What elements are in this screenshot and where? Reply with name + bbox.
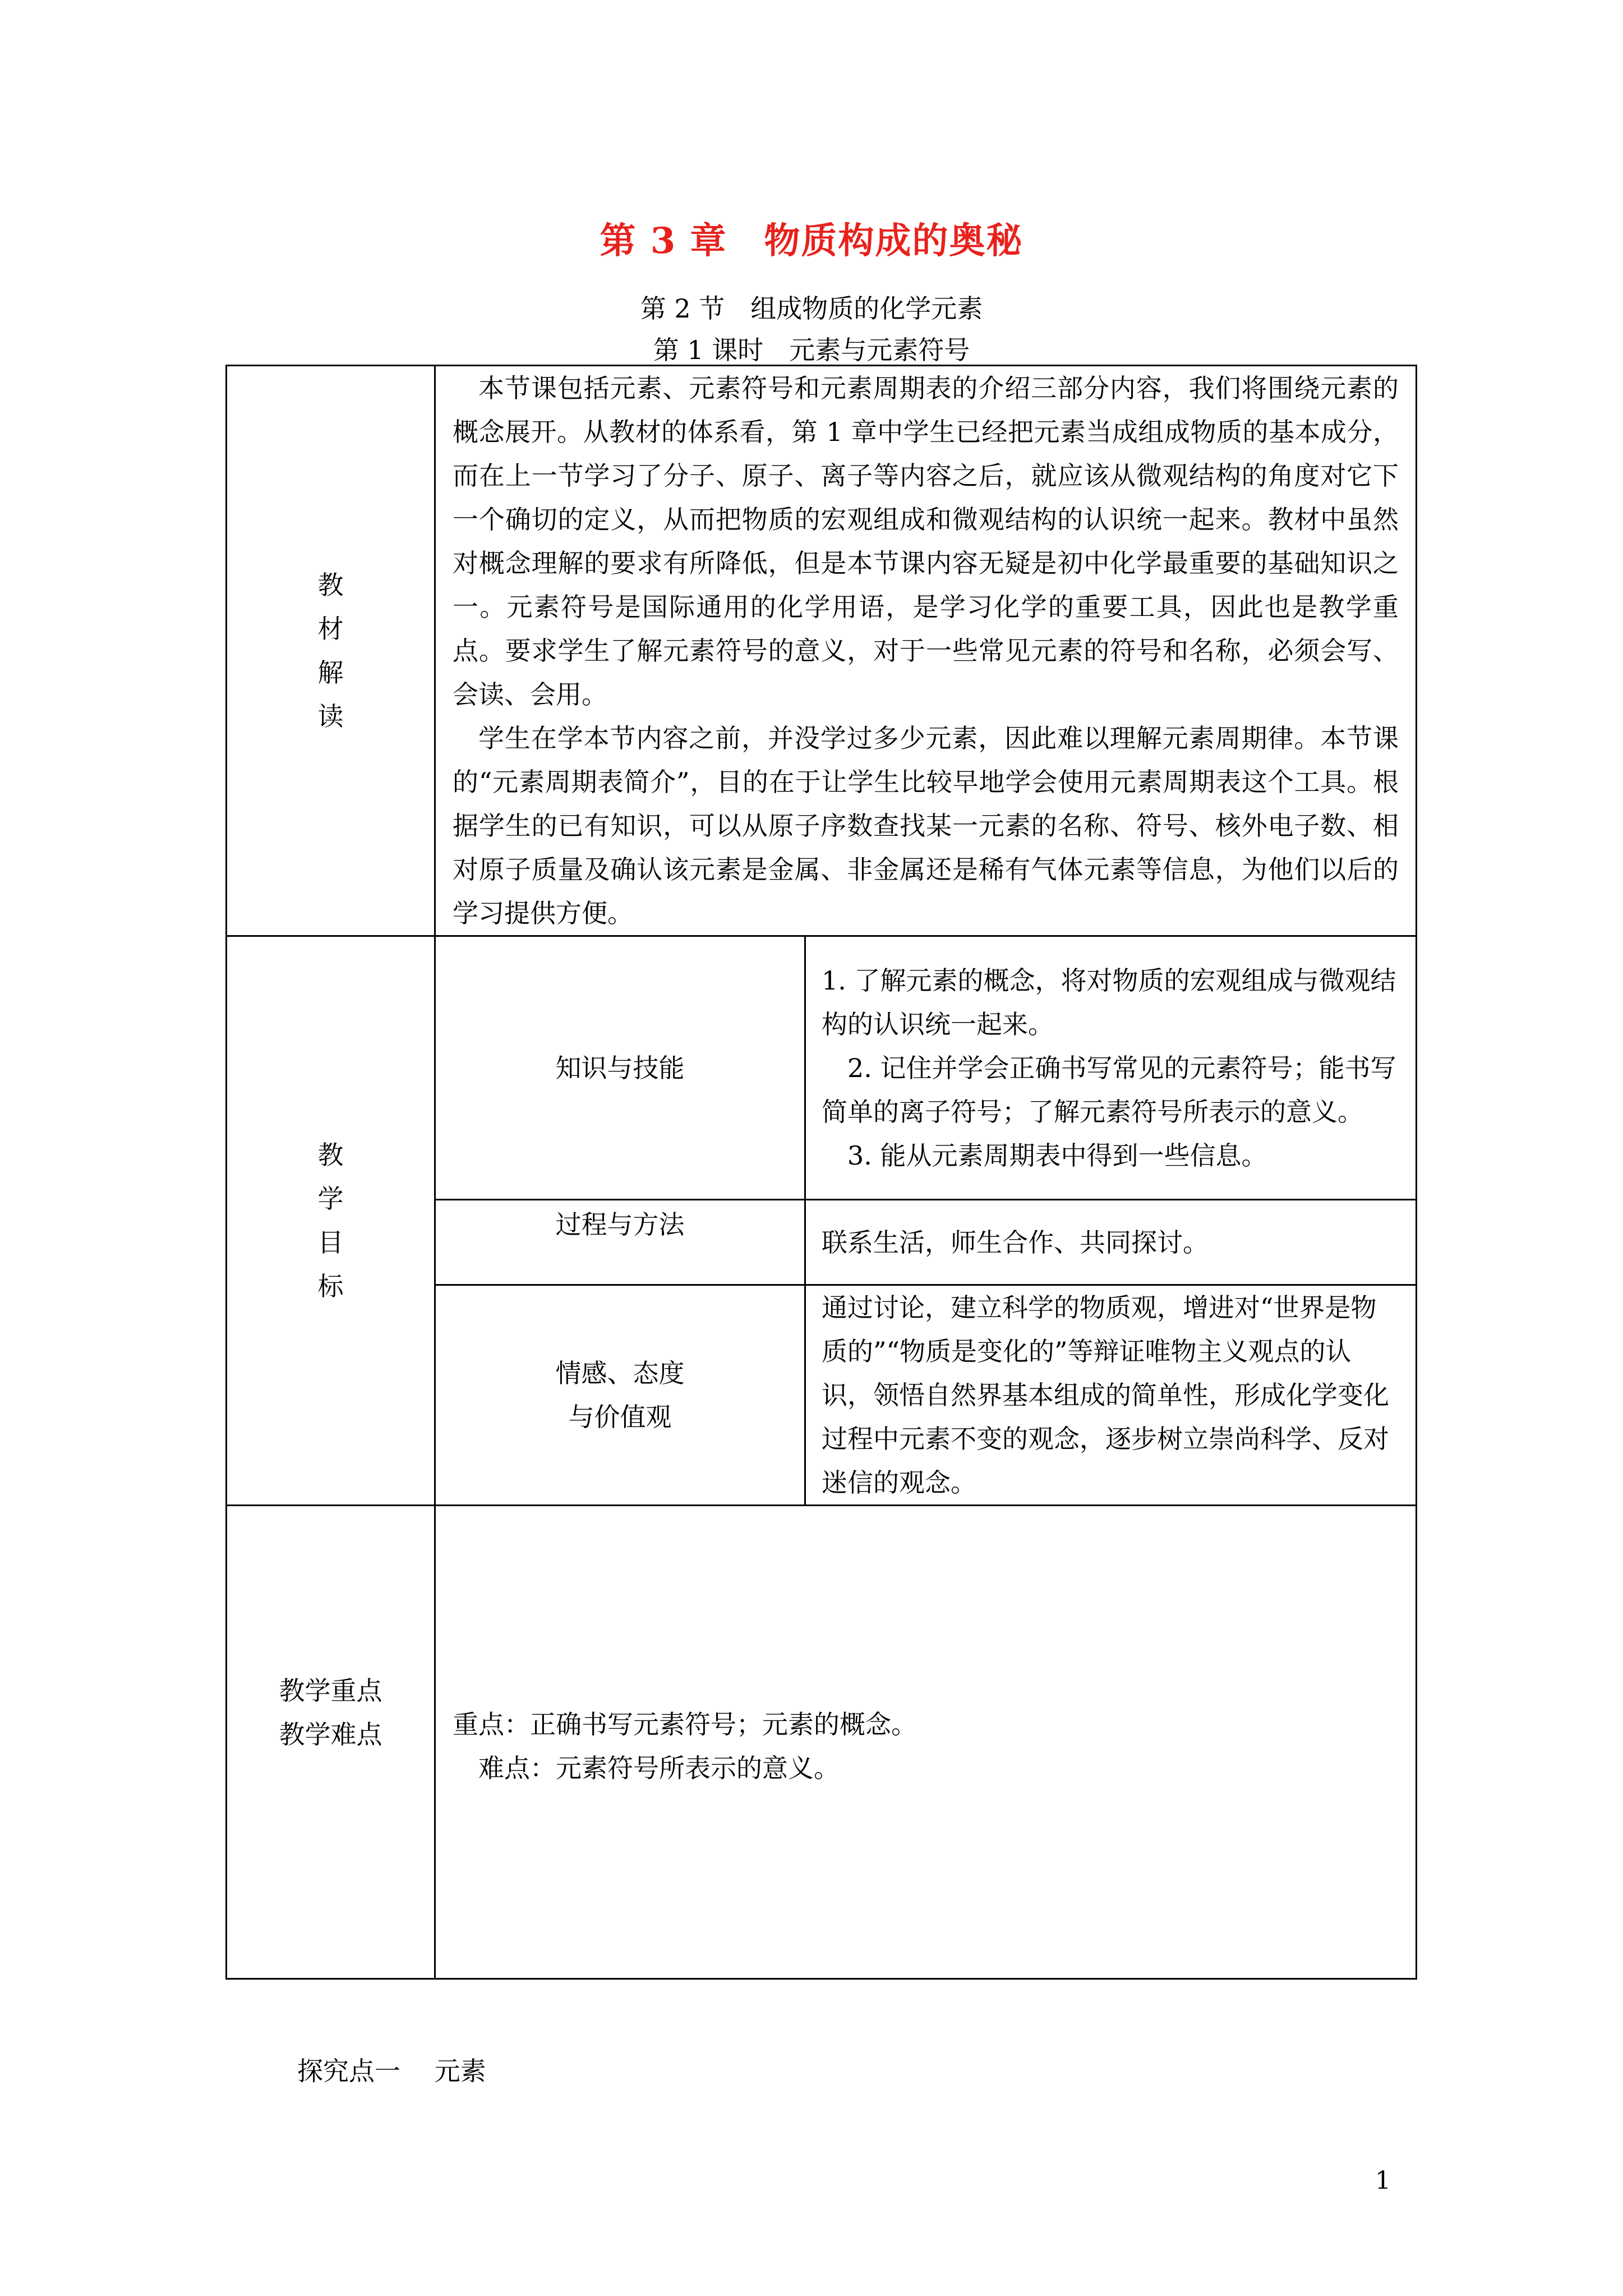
emotion-label-cell (435, 1285, 805, 1506)
emotion-text: 通过讨论，建立科学的物质观，增进对“世界是物质的”“物质是变化的”等辩证唯物主义观点的认识，领悟自然界基本组成的简单性，形成化学变化过程中元素不变的观念，逐步树立崇尚科学、反对迷信的观念。 (822, 1292, 1389, 1498)
lesson-plan-table (225, 365, 1417, 1980)
material-paragraph-1: 本节课包括元素、元素符号和元素周期表的介绍三部分内容，我们将围绕元素的概念展开。从教材的体系看，第 1 章中学生已经把元素当成组成物质的基本成分，而在上一节学习了分子、原子、离子等内容之后，就应该从微观结构的角度对它下一个确切的定义，从而把物质的宏观组成和微观结构的认识统一起来。教材中虽然对概念理解的要求有所降低，但是本节课内容无疑是初中化学最重要的基础知识之一。元素符号是国际通用的化学用语，是学习化学的重要工具，因此也是教学重点。要求学生了解元素符号的意义，对于一些常见元素的符号和名称，必须会写、会读、会用。 (453, 373, 1399, 710)
process-label: 过程与方法 (555, 1209, 685, 1240)
explore-point-heading: 探究点一 元素 (297, 2056, 486, 2086)
focus-content-cell (435, 1506, 1417, 1979)
page-number: 1 (1375, 2166, 1391, 2195)
key-point-text: 重点：正确书写元素符号；元素的概念。 (453, 1709, 917, 1740)
section-title: 第 2 节 组成物质的化学元素 (640, 293, 983, 324)
knowledge-label: 知识与技能 (555, 1052, 685, 1083)
chapter-title: 第 3 章 物质构成的奥秘 (600, 220, 1023, 262)
focus-label-line-2: 教学难点 (279, 1719, 382, 1750)
lesson-title: 第 1 课时 元素与元素符号 (653, 335, 970, 365)
goals-label-cell (227, 936, 435, 1506)
focus-label-cell (227, 1506, 435, 1979)
material-label: 教 材 解 读 (317, 570, 344, 731)
knowledge-item-2: 2. 记住并学会正确书写常见的元素符号；能书写简单的离子符号；了解元素符号所表示的意义。 (822, 1052, 1396, 1127)
focus-row (227, 1506, 1417, 1979)
focus-label-line-1: 教学重点 (279, 1676, 382, 1706)
material-paragraph-2: 学生在学本节内容之前，并没学过多少元素，因此难以理解元素周期律。本节课的“元素周期表简介”，目的在于让学生比较早地学会使用元素周期表这个工具。根据学生的已有知识，可以从原子序数查找某一元素的名称、符号、核外电子数、相对原子质量及确认该元素是金属、非金属还是稀有气体元素等信息，为他们以后的学习提供方便。 (453, 723, 1399, 928)
goals-label: 教 学 目 标 (317, 1140, 344, 1301)
material-label-cell (227, 366, 435, 936)
knowledge-content-cell (805, 936, 1417, 1200)
knowledge-label-cell (435, 936, 805, 1200)
knowledge-item-1: 1. 了解元素的概念，将对物质的宏观组成与微观结构的认识统一起来。 (822, 965, 1396, 1039)
difficulty-text: 难点：元素符号所表示的意义。 (478, 1753, 840, 1783)
knowledge-item-3: 3. 能从元素周期表中得到一些信息。 (847, 1140, 1267, 1171)
process-label-cell (435, 1200, 805, 1285)
material-content-cell (435, 366, 1417, 936)
process-content-cell (805, 1200, 1417, 1285)
material-row (227, 366, 1417, 936)
emotion-content-cell (805, 1285, 1417, 1506)
goals-knowledge-row (227, 936, 1417, 1200)
process-text: 联系生活，师生合作、共同探讨。 (822, 1227, 1209, 1258)
emotion-label-line-1: 情感、态度 (555, 1358, 685, 1388)
emotion-label-line-2: 与价值观 (568, 1402, 672, 1432)
